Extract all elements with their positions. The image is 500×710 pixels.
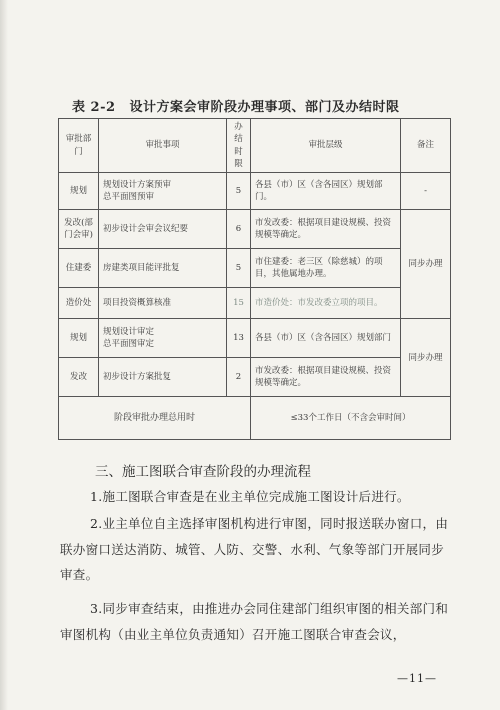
header-days: 办结时限 — [227, 119, 251, 173]
paragraph — [60, 511, 450, 588]
section-heading: 三、施工图联合审查阶段的办理流程 — [95, 464, 311, 480]
paragraph-text: 1.施工图联合审查是在业主单位完成施工图设计后进行。 — [90, 489, 410, 504]
cell-note: - — [401, 173, 451, 210]
total-value: ≤33个工作日（不含会审时间） — [251, 397, 451, 440]
table-row — [59, 288, 451, 319]
table-row — [59, 319, 451, 358]
paragraph — [60, 484, 450, 510]
table-row — [59, 210, 451, 249]
header-dept: 审批部门 — [59, 119, 99, 173]
table-title — [72, 96, 452, 115]
total-label: 阶段审批办理总用时 — [59, 397, 251, 440]
cell-note: 同步办理 — [401, 319, 451, 397]
cell-item: 项目投资概算核准 — [99, 288, 227, 319]
table-row — [59, 358, 451, 397]
table-row — [59, 173, 451, 210]
paragraph-text: 2.业主单位自主选择审图机构进行审图，同时报送联办窗口，由联办窗口送达消防、城管、人防、交警、水利、气象等部门开展同步审查。 — [60, 516, 449, 582]
cell-item: 初步设计方案批复 — [99, 358, 227, 397]
cell-dept: 规划 — [59, 173, 99, 210]
cell-dept: 发改(部门会审) — [59, 210, 99, 249]
cell-dept: 住建委 — [59, 249, 99, 288]
cell-item: 规划设计审定 总平面图审定 — [99, 319, 227, 358]
cell-level: 市发改委：根据项目建设规模、投资规模等确定。 — [251, 358, 401, 397]
table-caption: 设计方案会审阶段办理事项、部门及办结时限 — [129, 100, 400, 115]
cell-item: 房建类项目能评批复 — [99, 249, 227, 288]
table-row — [59, 249, 451, 288]
header-level: 审批层级 — [251, 119, 401, 173]
table-header-row — [59, 119, 451, 173]
cell-days: 5 — [227, 173, 251, 210]
cell-level: 市住建委：老三区（除慈城）的项目，其他属地办理。 — [251, 249, 401, 288]
cell-days: 5 — [227, 249, 251, 288]
cell-days: 2 — [227, 358, 251, 397]
approval-table — [58, 118, 451, 440]
cell-dept: 规划 — [59, 319, 99, 358]
cell-days: 6 — [227, 210, 251, 249]
cell-level: 各县（市）区（含各园区）规划部门 — [251, 319, 401, 358]
cell-item: 初步设计会审会议纪要 — [99, 210, 227, 249]
page-number: —11— — [397, 672, 437, 685]
cell-dept: 发改 — [59, 358, 99, 397]
table-total-row — [59, 397, 451, 440]
cell-days: 15 — [227, 288, 251, 319]
cell-level: 市造价处：市发改委立项的项目。 — [251, 288, 401, 319]
paragraph-text: 3.同步审查结束，由推进办会同住建部门组织审图的相关部门和审图机构（由业主单位负责通知）召开施工图联合审查会议， — [60, 601, 449, 642]
header-item: 审批事项 — [99, 119, 227, 173]
scan-shadow — [0, 0, 8, 710]
cell-level: 市发改委：根据项目建设规模、投资规模等确定。 — [251, 210, 401, 249]
cell-level: 各县（市）区（含各园区）规划部门。 — [251, 173, 401, 210]
cell-dept: 造价处 — [59, 288, 99, 319]
header-note: 备注 — [401, 119, 451, 173]
paragraph — [60, 596, 450, 647]
cell-days: 13 — [227, 319, 251, 358]
cell-note: 同步办理 — [401, 210, 451, 319]
cell-item: 规划设计方案预审 总平面图预审 — [99, 173, 227, 210]
table-number: 表 2-2 — [72, 100, 116, 115]
